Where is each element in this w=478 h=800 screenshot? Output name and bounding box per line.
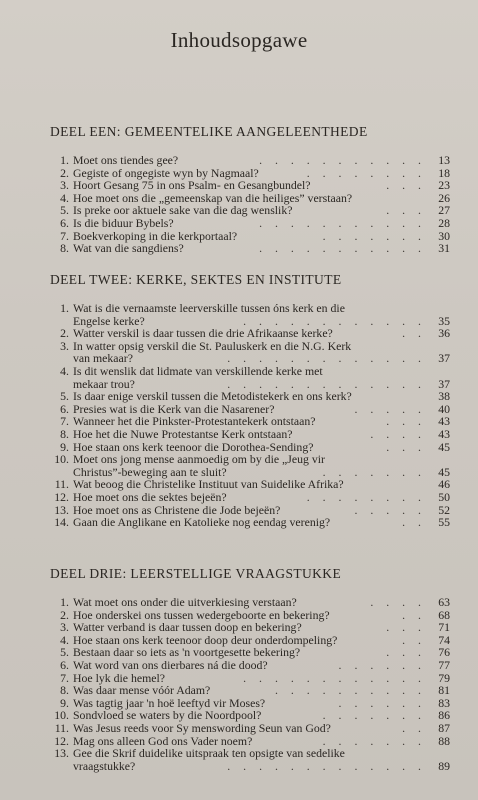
- entry-title: Wat moet ons onder die uitverkiesing verstaan?: [73, 595, 297, 609]
- entry-number: 2.: [60, 607, 69, 622]
- entry-number: 13.: [54, 502, 69, 517]
- entry-page-number: 52: [438, 502, 450, 517]
- entry-number: 1.: [60, 301, 69, 315]
- entry-title: Moet ons jong mense aanmoedig om by die „Jeug vir: [73, 452, 325, 467]
- entry-title: Gegiste of ongegiste wyn by Nagmaal?: [73, 165, 259, 180]
- entry-title: Hoe staan ons kerk teenoor die Dorothea-Sending?: [73, 439, 314, 454]
- entry-title: Hoe staan ons kerk teenoor doop deur onderdompeling?: [73, 632, 338, 647]
- toc-entry: [50, 242, 450, 255]
- toc-entry: [50, 390, 450, 403]
- leader-dots: . .: [402, 720, 426, 735]
- entry-title: Boekverkoping in die kerkportaal?: [73, 228, 238, 243]
- entry-page-number: 37: [438, 376, 450, 391]
- toc-entry: [50, 453, 450, 466]
- entry-title: Wat beoog die Christelike Instituut van Suidelike Afrika?: [73, 477, 344, 492]
- entry-page-number: 68: [438, 607, 450, 622]
- toc-entry: [50, 365, 450, 378]
- leader-dots: . . . . .: [354, 502, 426, 517]
- entry-title: Is dit wenslik dat lidmate van verskillende kerke met: [73, 363, 323, 378]
- entry-page-number: 50: [438, 489, 450, 504]
- entry-title: Wat is die vernaamste leerverskille tussen óns kerk en die: [73, 301, 345, 315]
- section-deel-een: [50, 124, 450, 255]
- entry-number: 8.: [60, 683, 69, 698]
- entry-title: Mag ons alleen God ons Vader noem?: [73, 733, 253, 748]
- leader-dots: . . . . . . . . . . .: [259, 241, 426, 256]
- leader-dots: . . . . . . .: [322, 464, 426, 479]
- entry-title: Presies wat is die Kerk van die Nasarener?: [73, 401, 275, 416]
- entry-page-number: 40: [438, 401, 450, 416]
- leader-dots: . . .: [386, 203, 426, 218]
- entry-number: 1.: [60, 595, 69, 609]
- leader-dots: . . . .: [370, 426, 426, 441]
- entry-page-number: 31: [438, 241, 450, 256]
- entry-title: In watter opsig verskil die St. Pauluskerk en die N.G. Kerk: [73, 338, 352, 353]
- entry-number: 6.: [60, 401, 69, 416]
- entry-title: Was tagtig jaar 'n hoë leeftyd vir Moses?: [73, 695, 266, 710]
- leader-dots: . . . . . . .: [322, 733, 426, 748]
- entry-number: 9.: [60, 695, 69, 710]
- leader-dots: . . .: [386, 414, 426, 429]
- toc-entry-continuation: [50, 760, 450, 773]
- entry-number: 4.: [60, 190, 69, 205]
- entry-page-number: 87: [438, 720, 450, 735]
- entry-number: 5.: [60, 389, 69, 404]
- leader-dots: . . . . . . . . . . .: [259, 153, 426, 167]
- leader-dots: . . . . . . . . . .: [274, 683, 426, 698]
- toc-entry: [50, 179, 450, 192]
- toc-entry: [50, 154, 450, 167]
- leader-dots: . . . . . . . .: [306, 165, 426, 180]
- entry-title: Is preke oor aktuele sake van die dag wenslik?: [73, 203, 293, 218]
- entry-number: 5.: [60, 203, 69, 218]
- entry-page-number: 45: [438, 439, 450, 454]
- entry-page-number: 71: [438, 620, 450, 635]
- entry-title: Hoe lyk die hemel?: [73, 670, 166, 685]
- leader-dots: . . . . . . . . . . . .: [243, 670, 426, 685]
- entry-title: Hoort Gesang 75 in ons Psalm- en Gesangbundel?: [73, 178, 311, 193]
- entry-page-number: 89: [438, 758, 450, 773]
- entry-number: 12.: [54, 489, 69, 504]
- entry-page-number: 79: [438, 670, 450, 685]
- leader-dots: . . . . . . . . . . . . .: [227, 758, 426, 773]
- entry-number: 2.: [60, 165, 69, 180]
- entry-page-number: 88: [438, 733, 450, 748]
- entry-page-number: 23: [438, 178, 450, 193]
- entry-title-continued: vraagstukke?: [73, 758, 136, 773]
- entry-page-number: 43: [438, 414, 450, 429]
- leader-dots: . . . . . . . . . . . . .: [227, 376, 426, 391]
- entry-title: Wanneer het die Pinkster-Protestantekerk ontstaan?: [73, 414, 316, 429]
- leader-dots: . . .: [386, 620, 426, 635]
- entry-page-number: 55: [438, 515, 450, 530]
- entry-title-continued: Christus”-beweging aan te sluit?: [73, 464, 227, 479]
- entry-page-number: 45: [438, 464, 450, 479]
- entry-title: Sondvloed se waters by die Noordpool?: [73, 708, 262, 723]
- entry-title: Watter verband is daar tussen doop en bekering?: [73, 620, 302, 635]
- entry-page-number: 18: [438, 165, 450, 180]
- entry-page-number: 74: [438, 632, 450, 647]
- entry-title-continued: Engelse kerke?: [73, 313, 145, 328]
- leader-dots: . . .: [386, 439, 426, 454]
- toc-entry: [50, 722, 450, 735]
- entry-number: 6.: [60, 215, 69, 230]
- entry-number: 11.: [54, 720, 69, 735]
- entry-number: 6.: [60, 657, 69, 672]
- entry-title: Is daar enige verskil tussen die Metodistekerk en ons kerk?: [73, 389, 352, 404]
- leader-dots: . . . . . . . . . . .: [259, 215, 426, 230]
- entry-title-continued: van mekaar?: [73, 351, 133, 366]
- entry-number: 8.: [60, 426, 69, 441]
- toc-entry: [50, 516, 450, 529]
- toc-entry: [50, 659, 450, 672]
- leader-dots: . .: [402, 515, 426, 530]
- toc-entry: [50, 621, 450, 634]
- leader-dots: . . . . . .: [338, 695, 426, 710]
- entry-number: 5.: [60, 645, 69, 660]
- entry-title: Wat van die sangdiens?: [73, 241, 184, 256]
- entry-title: Hoe het die Nuwe Protestantse Kerk ontstaan?: [73, 426, 293, 441]
- section-deel-twee: [50, 272, 450, 529]
- entry-number: 13.: [54, 746, 69, 761]
- entry-title: Was daar mense vóór Adam?: [73, 683, 211, 698]
- entry-title: Was Jesus reeds voor Sy menswording Seun van God?: [73, 720, 331, 735]
- entry-number: 3.: [60, 338, 69, 353]
- entry-number: 1.: [60, 153, 69, 167]
- entry-number: 10.: [54, 708, 69, 723]
- entry-title: Hoe moet ons as Christene die Jode bejeën?: [73, 502, 281, 517]
- entry-title: Moet ons tiendes gee?: [73, 153, 179, 167]
- entry-page-number: 35: [438, 313, 450, 328]
- section-heading: DEEL EEN: GEMEENTELIKE AANGELEENTHEDE: [50, 124, 368, 139]
- entry-title-continued: mekaar trou?: [73, 376, 135, 391]
- leader-dots: . . . . . .: [338, 657, 426, 672]
- entry-page-number: 77: [438, 657, 450, 672]
- leader-dots: . . . . .: [354, 401, 426, 416]
- section-deel-drie: [50, 566, 450, 772]
- toc-entry: [50, 327, 450, 340]
- entry-page-number: 83: [438, 695, 450, 710]
- entry-title: Gee die Skrif duidelike uitspraak ten opsigte van sedelike: [73, 746, 345, 761]
- entry-page-number: 76: [438, 645, 450, 660]
- entry-title: Bestaan daar so iets as 'n voortgesette bekering?: [73, 645, 301, 660]
- entry-page-number: 37: [438, 351, 450, 366]
- entry-number: 7.: [60, 670, 69, 685]
- entry-page-number: 13: [438, 153, 450, 167]
- page-title: Inhoudsopgawe: [170, 28, 308, 52]
- entry-number: 2.: [60, 326, 69, 341]
- entry-number: 10.: [54, 452, 69, 467]
- leader-dots: . . . . . . . . . . . .: [243, 313, 426, 328]
- entry-page-number: 46: [438, 477, 450, 492]
- entry-page-number: 30: [438, 228, 450, 243]
- entry-number: 3.: [60, 178, 69, 193]
- entry-page-number: 26: [438, 190, 450, 205]
- toc-entry: [50, 217, 450, 230]
- entry-number: 12.: [54, 733, 69, 748]
- leader-dots: . . . . . . .: [322, 708, 426, 723]
- entry-page-number: 63: [438, 595, 450, 609]
- entry-page-number: 28: [438, 215, 450, 230]
- section-heading: DEEL DRIE: LEERSTELLIGE VRAAGSTUKKE: [50, 566, 342, 581]
- entry-page-number: 36: [438, 326, 450, 341]
- leader-dots: . . . . . . . .: [306, 489, 426, 504]
- entry-page-number: 43: [438, 426, 450, 441]
- toc-entry: [50, 747, 450, 760]
- leader-dots: . .: [402, 632, 426, 647]
- toc-entry: [50, 302, 450, 315]
- section-heading: DEEL TWEE: KERKE, SEKTES EN INSTITUTE: [50, 272, 342, 287]
- entry-page-number: 27: [438, 203, 450, 218]
- entry-number: 4.: [60, 632, 69, 647]
- leader-dots: . . . . . . .: [322, 228, 426, 243]
- leader-dots: . . . .: [370, 595, 426, 609]
- toc-entry: [50, 428, 450, 441]
- entry-title: Is die biduur Bybels?: [73, 215, 174, 230]
- toc-entry: [50, 491, 450, 504]
- entry-title: Hoe moet ons die „gemeenskap van die heiliges” verstaan?: [73, 190, 353, 205]
- leader-dots: . . .: [386, 178, 426, 193]
- entry-number: 4.: [60, 363, 69, 378]
- leader-dots: . . . . . . . . . . . . .: [227, 351, 426, 366]
- entry-title: Hoe onderskei ons tussen wedergeboorte en bekering?: [73, 607, 330, 622]
- entry-title: Wat word van ons dierbares ná die dood?: [73, 657, 268, 672]
- toc-entry: [50, 596, 450, 609]
- entry-number: 11.: [54, 477, 69, 492]
- entry-title: Hoe moet ons die sektes bejeën?: [73, 489, 227, 504]
- leader-dots: . .: [402, 326, 426, 341]
- leader-dots: . . .: [386, 645, 426, 660]
- entry-title: Gaan die Anglikane en Katolieke nog eendag verenig?: [73, 515, 331, 530]
- entry-number: 3.: [60, 620, 69, 635]
- entry-page-number: 81: [438, 683, 450, 698]
- entry-number: 7.: [60, 414, 69, 429]
- entry-title: Watter verskil is daar tussen die drie Afrikaanse kerke?: [73, 326, 333, 341]
- entry-page-number: 86: [438, 708, 450, 723]
- entry-number: 14.: [54, 515, 69, 530]
- toc-entry: [50, 684, 450, 697]
- entry-number: 9.: [60, 439, 69, 454]
- entry-number: 8.: [60, 241, 69, 256]
- entry-number: 7.: [60, 228, 69, 243]
- entry-page-number: 38: [438, 389, 450, 404]
- leader-dots: . .: [402, 607, 426, 622]
